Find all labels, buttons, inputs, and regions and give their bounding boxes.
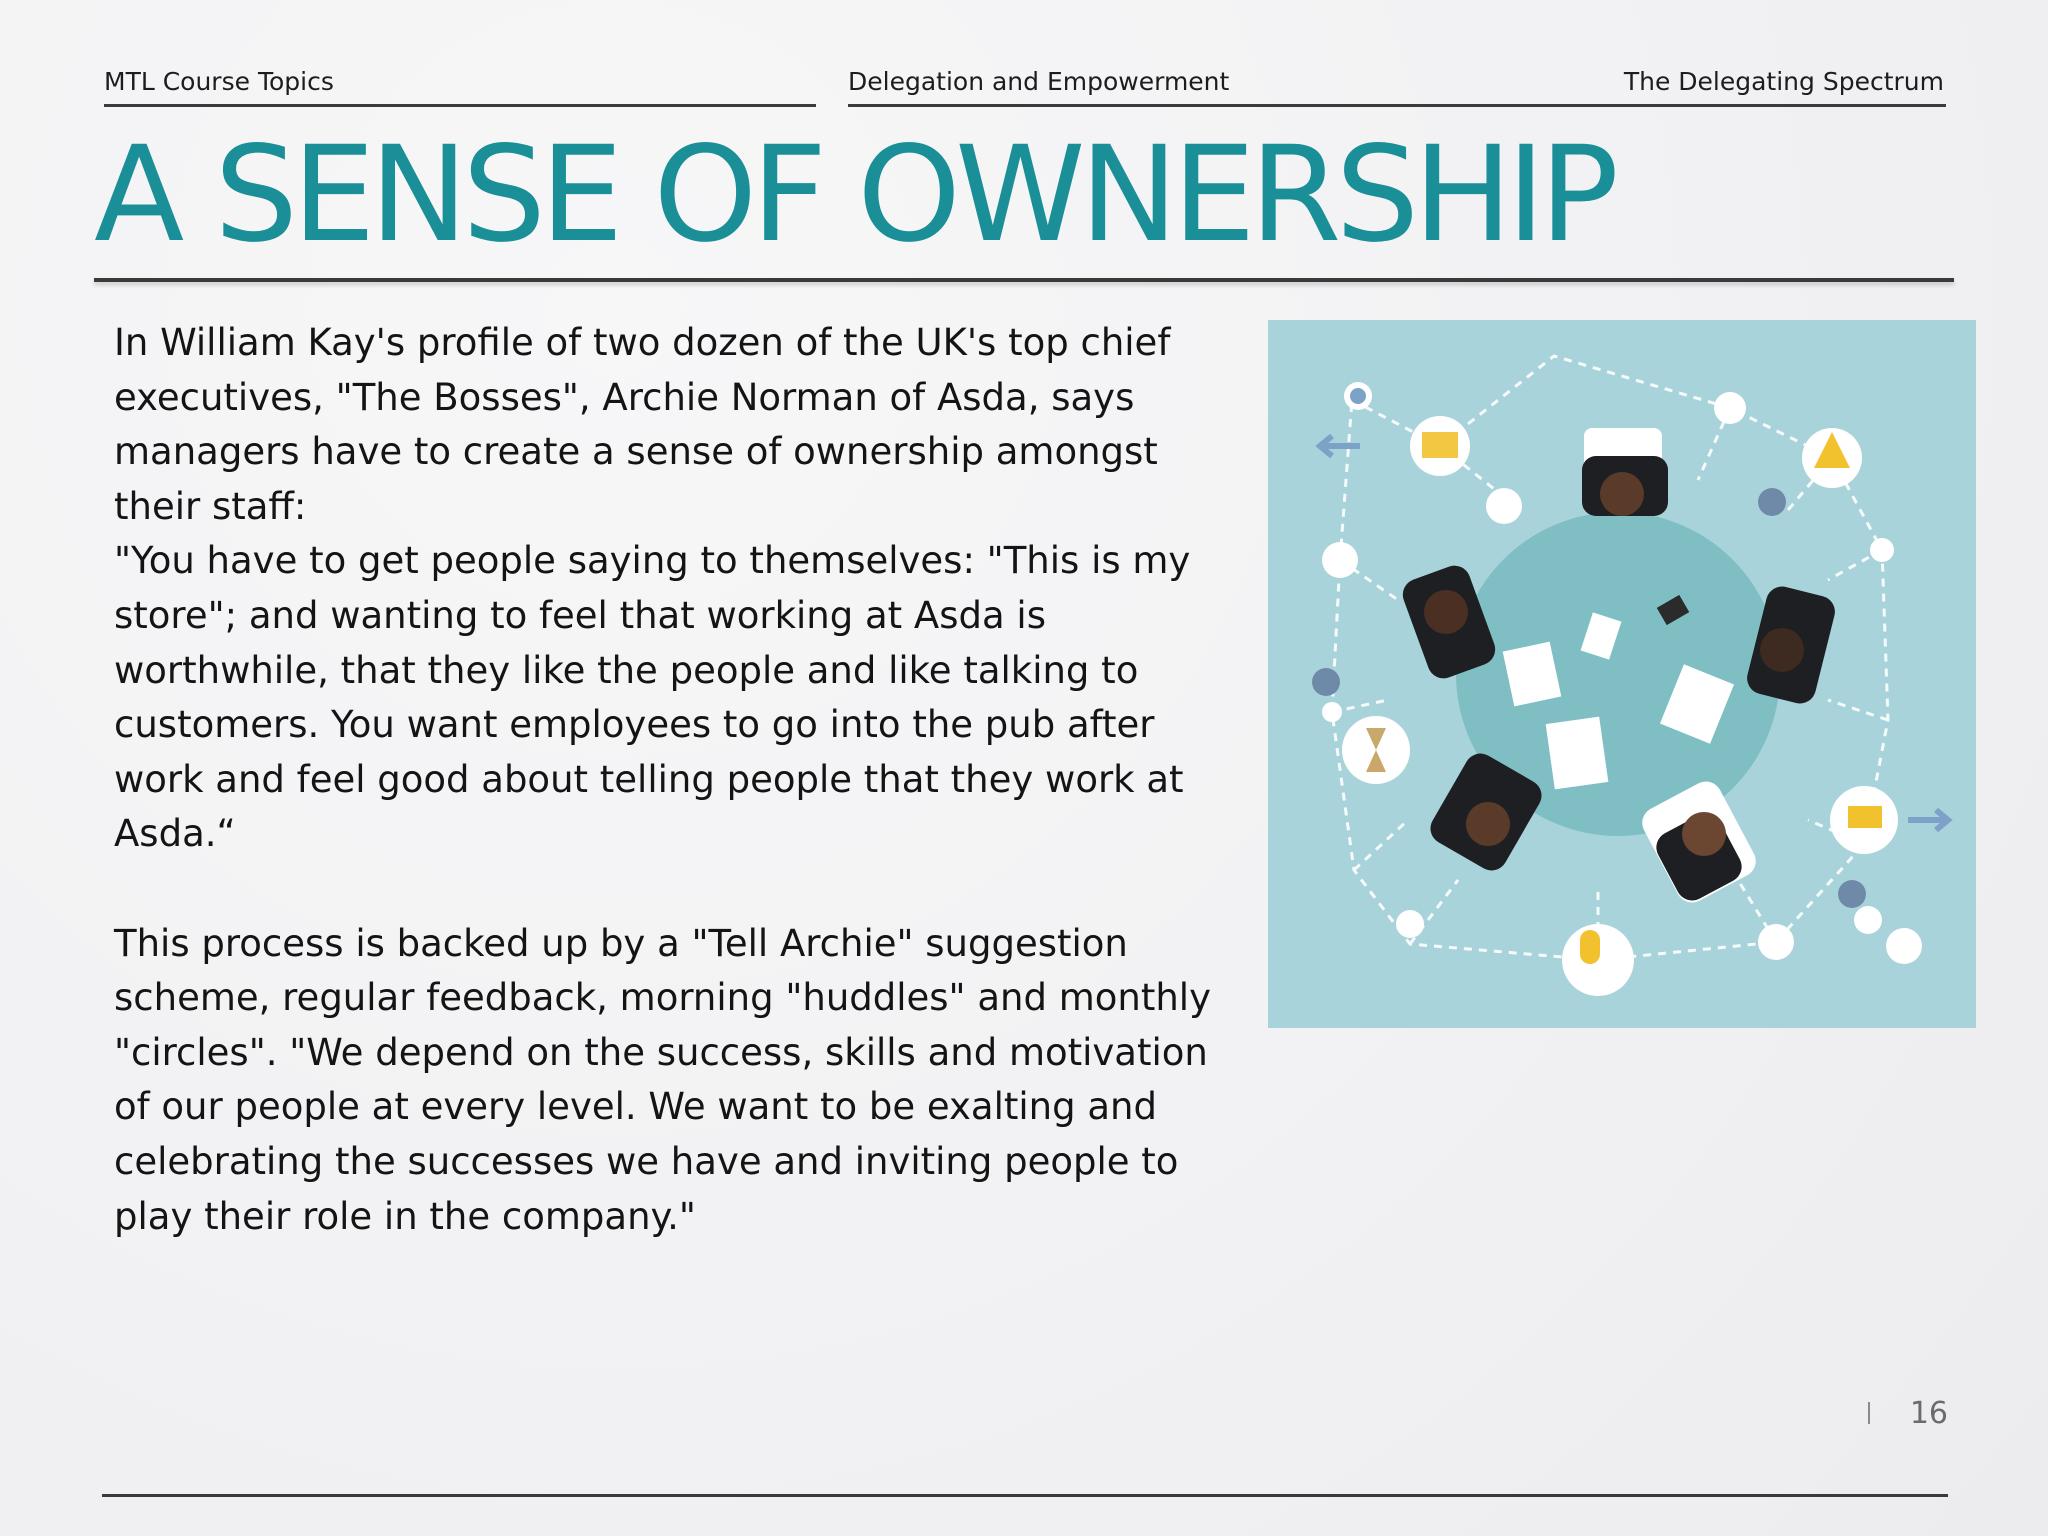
header-middle-label: Delegation and Empowerment — [848, 67, 1230, 96]
body-paragraph-2: "You have to get people saying to themselves: "This is my store"; and wanting to feel that working at Asda is worthwhile, that they like the people and like talking to customers. You want employees to go into the pub after work and feel good about telling people that they work at Asda.“ — [114, 539, 1191, 856]
body-text — [114, 316, 1234, 1244]
header-right-label: The Delegating Spectrum — [1623, 67, 1944, 96]
title-divider — [94, 278, 1954, 282]
arrow-left-icon — [1320, 436, 1360, 456]
meeting-illustration-svg — [1268, 320, 1976, 1028]
lightbulb-icon — [1580, 930, 1600, 964]
paper-sheet-3 — [1546, 717, 1609, 790]
bar-chart-icon — [1422, 432, 1458, 458]
gear-icon — [1350, 388, 1366, 404]
page-number-separator — [1868, 1402, 1870, 1424]
header-section — [848, 64, 1946, 107]
header-left-label: MTL Course Topics — [104, 67, 334, 96]
meeting-illustration — [1268, 320, 1976, 1028]
page-title: A SENSE OF OWNERSHIP — [94, 118, 1613, 272]
gear-icon-3 — [1312, 668, 1340, 696]
gear-icon-2 — [1758, 488, 1786, 516]
arrow-icon — [1908, 810, 1948, 830]
body-paragraph-1: In William Kay's profile of two dozen of the UK's top chief executives, "The Bosses", Archie Norman of Asda, says managers have to create a sense of ownership amongst their staff: — [114, 321, 1171, 528]
page-number: 16 — [1909, 1396, 1948, 1431]
person-top — [1582, 428, 1668, 516]
footer-divider — [102, 1494, 1948, 1497]
body-paragraph-3: This process is backed up by a "Tell Archie" suggestion scheme, regular feedback, morning "huddles" and monthly "circles". "We depend on the success, skills and motivation of our people at every level. We want to be exalting and celebrating the successes we have and inviting people to play their role in the company." — [114, 921, 1211, 1238]
header-course-topics — [104, 64, 816, 107]
gear-icon-4 — [1838, 880, 1866, 908]
paragraph-spacer — [114, 862, 1234, 917]
money-icon — [1848, 806, 1882, 828]
